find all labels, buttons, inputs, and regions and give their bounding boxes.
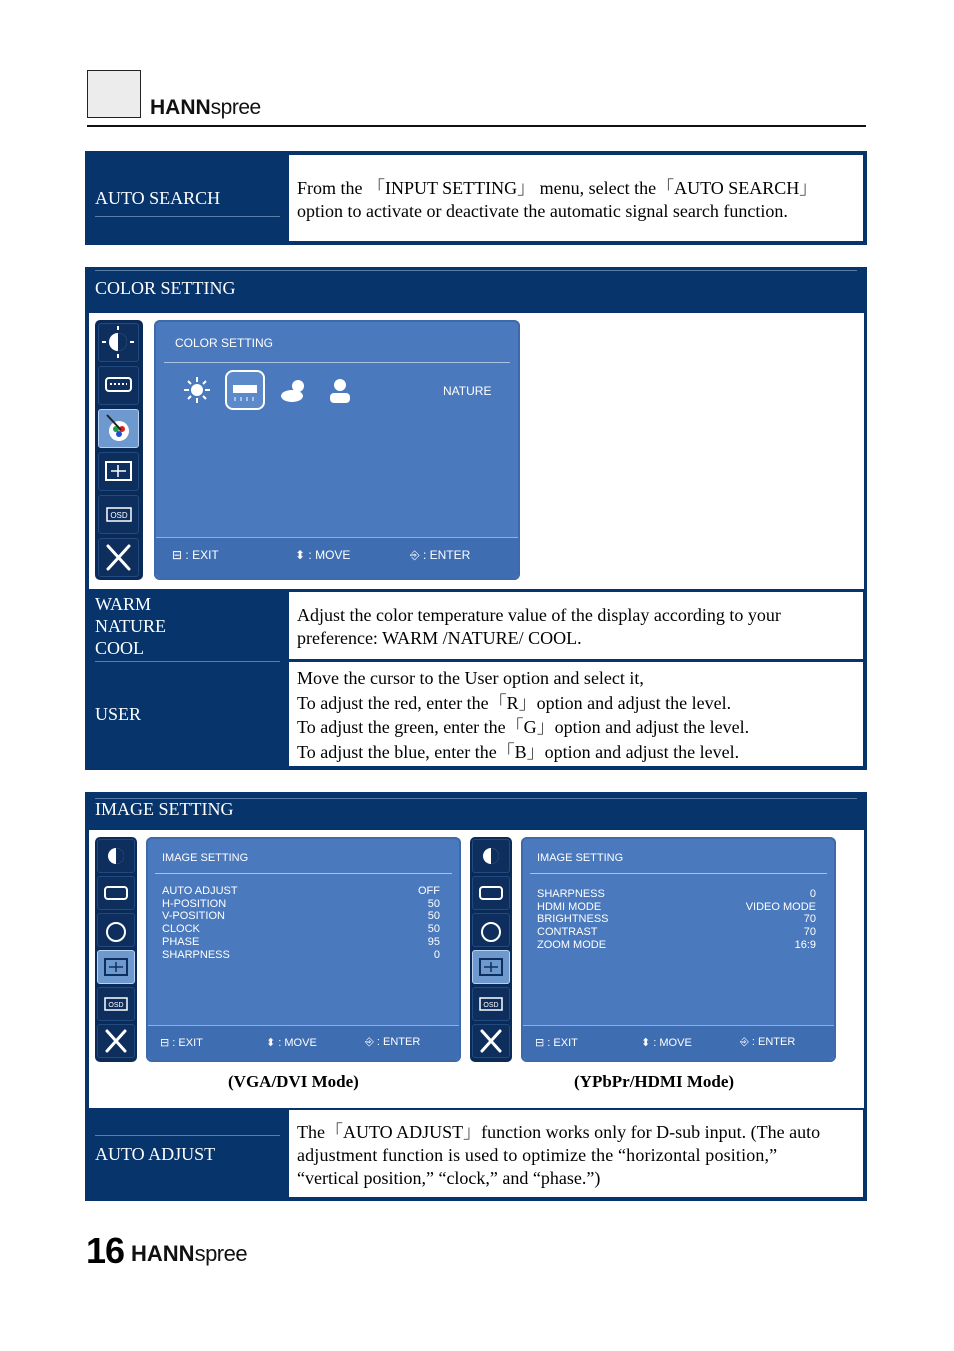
menu-item[interactable] <box>537 901 816 914</box>
user-description <box>287 660 865 768</box>
item-value: 95 <box>427 935 440 948</box>
nature-option-selected[interactable] <box>225 370 265 410</box>
desc-line: From the 「INPUT SETTING」 menu, select the「AUTO SEARCH」 <box>297 178 818 198</box>
user-label: USER <box>95 704 142 724</box>
image-icon[interactable] <box>472 950 510 984</box>
label-cool: COOL <box>95 638 144 658</box>
move-label: : MOVE <box>308 548 351 562</box>
item-value: 0 <box>433 948 440 961</box>
menu-item[interactable] <box>537 913 816 926</box>
item-name: SHARPNESS <box>162 948 230 961</box>
hdmi-item-list <box>537 888 816 952</box>
label-underline <box>95 661 280 662</box>
osd-enter-hint <box>365 1036 420 1049</box>
osd-move-hint <box>266 1036 317 1049</box>
image-icon[interactable] <box>97 950 135 984</box>
menu-item[interactable] <box>537 939 816 952</box>
item-value: 50 <box>427 910 440 923</box>
label-nature: NATURE <box>95 616 166 636</box>
color-icon[interactable] <box>97 913 135 947</box>
menu-item[interactable] <box>162 885 440 898</box>
osd-divider <box>530 873 827 874</box>
item-name: ZOOM MODE <box>537 938 607 951</box>
label-underline <box>95 216 280 217</box>
osd-exit-hint <box>160 1036 203 1049</box>
brightness-icon[interactable] <box>97 839 135 873</box>
tools-icon[interactable] <box>472 1024 510 1058</box>
menu-item[interactable] <box>162 910 440 923</box>
osd-title: IMAGE SETTING <box>537 852 624 864</box>
footer-brand: HANNspree <box>131 1241 248 1266</box>
item-value: 16:9 <box>794 938 816 951</box>
auto-adjust-description <box>287 1108 865 1199</box>
color-icon[interactable] <box>98 409 139 448</box>
exit-icon: ⊟ <box>172 548 183 562</box>
section-top-line <box>95 270 857 271</box>
desc-line: To adjust the blue, enter the「B」option and adjust the level. <box>297 741 740 762</box>
osd-sidebar <box>95 837 137 1062</box>
move-icon: ⬍ <box>641 1037 651 1049</box>
osd-footer-line <box>523 1025 834 1026</box>
item-value: 50 <box>427 897 440 910</box>
item-value: VIDEO MODE <box>745 900 816 913</box>
exit-label: : EXIT <box>185 548 219 562</box>
desc-line: adjustment function is used to optimize the “horizontal position,” <box>297 1145 778 1165</box>
osd-sidebar <box>95 320 143 580</box>
image-setting-title: IMAGE SETTING <box>95 799 234 819</box>
auto-search-label: AUTO SEARCH <box>95 188 221 208</box>
osd-exit-hint <box>535 1036 578 1049</box>
move-label: : MOVE <box>653 1037 692 1049</box>
color-setting-title: COLOR SETTING <box>95 278 236 298</box>
header-brand: HANNspree <box>150 96 261 119</box>
tools-icon[interactable] <box>97 1024 135 1058</box>
enter-label: : ENTER <box>376 1036 421 1048</box>
osd-menu-icon[interactable] <box>98 495 139 534</box>
menu-item[interactable] <box>537 888 816 901</box>
osd-divider <box>155 873 452 874</box>
osd-title: IMAGE SETTING <box>162 852 249 864</box>
osd-move-hint <box>641 1036 692 1049</box>
vga-item-list <box>162 885 440 961</box>
osd-footer-line <box>148 1025 459 1026</box>
osd-sidebar <box>470 837 512 1062</box>
menu-item[interactable] <box>162 898 440 911</box>
brightness-icon[interactable] <box>472 839 510 873</box>
desc-line: option to activate or deactivate the automatic signal search function. <box>297 201 788 221</box>
section-top-line <box>95 798 857 799</box>
svg-text:OSD: OSD <box>110 511 128 520</box>
item-name: PHASE <box>162 935 200 948</box>
desc-line: The「AUTO ADJUST」function works only for D-sub input. (The auto <box>297 1122 821 1142</box>
item-name: V-POSITION <box>162 910 225 923</box>
move-icon: ⬍ <box>295 548 306 562</box>
osd-enter-hint <box>410 548 470 563</box>
exit-icon: ⊟ <box>160 1037 170 1049</box>
move-label: : MOVE <box>278 1037 317 1049</box>
enter-icon: ⎆ <box>410 548 420 562</box>
osd-menu-icon[interactable] <box>472 987 510 1021</box>
osd-enter-hint <box>740 1036 795 1049</box>
user-icon[interactable] <box>326 376 354 406</box>
osd-footer-line <box>156 537 518 538</box>
menu-item[interactable] <box>162 949 440 962</box>
item-name: AUTO ADJUST <box>162 885 238 897</box>
vga-caption: (VGA/DVI Mode) <box>228 1072 359 1091</box>
exit-icon: ⊟ <box>535 1037 545 1049</box>
item-name: HDMI MODE <box>537 900 602 913</box>
enter-icon: ⎆ <box>365 1036 374 1048</box>
desc-line: Adjust the color temperature value of the display according to your <box>297 605 781 625</box>
menu-item[interactable] <box>162 936 440 949</box>
item-name: BRIGHTNESS <box>537 913 609 926</box>
enter-label: : ENTER <box>751 1036 796 1048</box>
item-name: CLOCK <box>162 923 200 936</box>
input-icon[interactable] <box>472 876 510 910</box>
exit-label: : EXIT <box>172 1037 203 1049</box>
input-icon[interactable] <box>97 876 135 910</box>
enter-label: : ENTER <box>422 548 471 562</box>
color-icon[interactable] <box>472 913 510 947</box>
item-value: 70 <box>803 913 816 926</box>
item-value: OFF <box>418 885 440 897</box>
desc-line: Move the cursor to the User option and select it, <box>297 668 644 688</box>
svg-text:OSD: OSD <box>483 1002 499 1009</box>
enter-icon: ⎆ <box>740 1036 749 1048</box>
page-number: 16 <box>86 1230 125 1271</box>
label-topline <box>95 1135 280 1136</box>
desc-line: To adjust the red, enter the「R」option and adjust the level. <box>297 692 732 713</box>
color-temp-label <box>95 593 166 659</box>
desc-line: To adjust the green, enter the「G」option and adjust the level. <box>297 717 750 737</box>
osd-exit-hint <box>172 548 219 562</box>
item-name: SHARPNESS <box>537 888 605 900</box>
label-warm: WARM <box>95 594 152 614</box>
tools-icon[interactable] <box>98 538 139 577</box>
color-temp-description <box>287 590 865 661</box>
svg-text:OSD: OSD <box>108 1002 124 1009</box>
exit-label: : EXIT <box>547 1037 578 1049</box>
osd-menu-icon[interactable] <box>97 987 135 1021</box>
item-value: 0 <box>809 888 816 900</box>
header-rule <box>87 125 866 127</box>
desc-line: preference: WARM /NATURE/ COOL. <box>297 628 582 648</box>
input-icon[interactable] <box>98 366 139 405</box>
menu-item[interactable] <box>162 923 440 936</box>
cloud-icon[interactable] <box>278 376 310 406</box>
item-value: 50 <box>427 923 440 936</box>
nature-icon <box>227 372 263 408</box>
hdmi-caption: (YPbPr/HDMI Mode) <box>574 1072 735 1091</box>
item-value: 70 <box>803 926 816 939</box>
osd-move-hint <box>295 548 350 562</box>
image-icon[interactable] <box>98 452 139 491</box>
osd-divider <box>164 362 510 363</box>
auto-search-description <box>287 153 865 243</box>
menu-item[interactable] <box>537 926 816 939</box>
item-name: CONTRAST <box>537 926 598 939</box>
osd-selected-value: NATURE <box>443 384 492 398</box>
item-name: H-POSITION <box>162 897 227 910</box>
move-icon: ⬍ <box>266 1037 276 1049</box>
auto-adjust-label: AUTO ADJUST <box>95 1144 216 1164</box>
osd-title: COLOR SETTING <box>175 336 274 350</box>
header-logo-box <box>87 70 141 118</box>
sun-icon[interactable] <box>182 374 212 406</box>
desc-line: “vertical position,” “clock,” and “phase.”) <box>297 1168 601 1188</box>
brightness-icon[interactable] <box>98 323 139 362</box>
